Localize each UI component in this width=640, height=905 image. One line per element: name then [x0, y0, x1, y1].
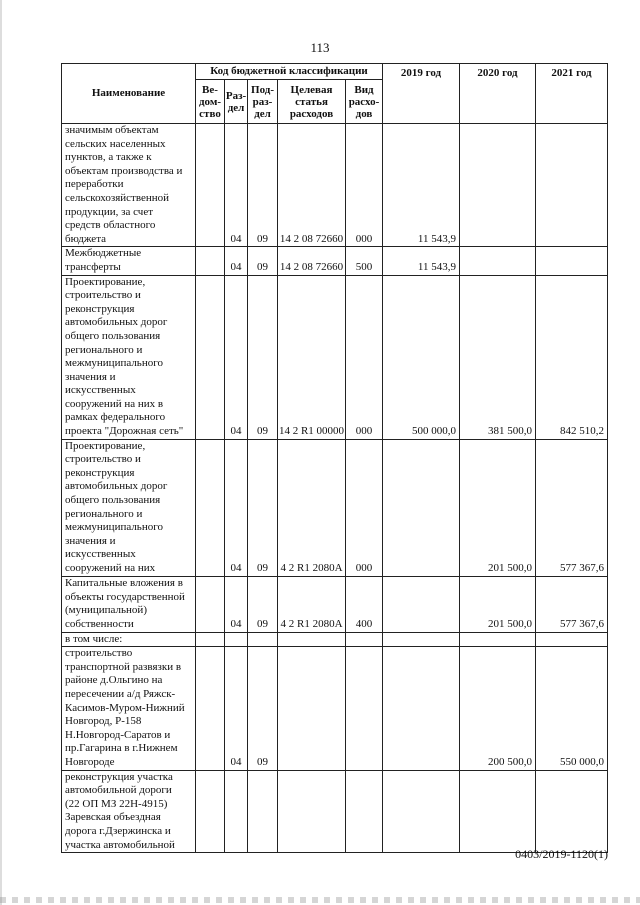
row-target: 14 2 08 72660 [278, 124, 346, 247]
row-2021 [536, 770, 608, 853]
row-razdel: 04 [225, 247, 248, 275]
row-2021: 550 000,0 [536, 647, 608, 770]
row-target [278, 647, 346, 770]
row-vid: 500 [346, 247, 383, 275]
table-row [62, 275, 608, 439]
row-2019 [383, 576, 460, 632]
row-target: 14 2 R1 00000 [278, 275, 346, 439]
row-vid: 000 [346, 124, 383, 247]
row-target: 4 2 R1 2080A [278, 576, 346, 632]
document-code: 0403/2019-1120(1) [515, 847, 608, 861]
row-ved [196, 275, 225, 439]
row-2021: 577 367,6 [536, 439, 608, 576]
row-2019 [383, 632, 460, 647]
row-vid: 400 [346, 576, 383, 632]
row-name: реконструкция участка автомобильной дороги (22 ОП МЗ 22Н-4915) Заревская объездная дорога г.Дзержинска и участка автомобильной [65, 770, 175, 851]
row-target [278, 770, 346, 853]
header-vid: Вид расхо- дов [346, 80, 383, 124]
row-podrazdel: 09 [248, 124, 278, 247]
row-2020: 200 500,0 [460, 647, 536, 770]
row-2020: 201 500,0 [460, 439, 536, 576]
row-target: 14 2 08 72660 [278, 247, 346, 275]
row-2019: 500 000,0 [383, 275, 460, 439]
row-razdel: 04 [225, 275, 248, 439]
row-name: Капитальные вложения в объекты государственной (муниципальной) собственности [65, 577, 185, 630]
row-ved [196, 632, 225, 647]
row-ved [196, 124, 225, 247]
table-row [62, 439, 608, 576]
row-ved [196, 770, 225, 853]
table-row [62, 124, 608, 247]
row-2020 [460, 632, 536, 647]
row-2019 [383, 770, 460, 853]
table-row [62, 632, 608, 647]
table-row [62, 576, 608, 632]
row-razdel: 04 [225, 576, 248, 632]
row-podrazdel: 09 [248, 247, 278, 275]
header-2020: 2020 год [460, 64, 536, 124]
row-vid: 000 [346, 439, 383, 576]
row-2019: 11 543,9 [383, 247, 460, 275]
row-razdel: 04 [225, 439, 248, 576]
row-2021: 577 367,6 [536, 576, 608, 632]
row-name: в том числе: [65, 632, 123, 645]
header-vedomstvo: Ве- дом- ство [196, 80, 225, 124]
header-razdel: Раз- дел [225, 80, 248, 124]
header-2021: 2021 год [536, 64, 608, 124]
row-name: Проектирование, строительство и реконструкция автомобильных дорог общего пользования регионального и межмуниципального значения и искусственных сооружений на них в рамках федерального проекта "Дорожная сеть" [65, 275, 184, 438]
row-2020 [460, 770, 536, 853]
row-podrazdel [248, 632, 278, 647]
row-podrazdel: 09 [248, 576, 278, 632]
table-row [62, 647, 608, 770]
page-number: 113 [310, 40, 330, 55]
row-target [278, 632, 346, 647]
row-ved [196, 576, 225, 632]
row-podrazdel [248, 770, 278, 853]
row-podrazdel: 09 [248, 275, 278, 439]
header-podrazdel: Под- раз- дел [248, 80, 278, 124]
row-ved [196, 439, 225, 576]
row-vid [346, 632, 383, 647]
row-ved [196, 247, 225, 275]
row-2021 [536, 632, 608, 647]
row-razdel: 04 [225, 124, 248, 247]
row-podrazdel: 09 [248, 439, 278, 576]
scan-bottom-edge [0, 897, 640, 903]
header-name: Наименование [62, 64, 196, 124]
row-2019 [383, 439, 460, 576]
row-razdel [225, 770, 248, 853]
scan-edge [0, 0, 2, 905]
row-2020 [460, 247, 536, 275]
row-vid: 000 [346, 275, 383, 439]
row-name: Межбюджетные трансферты [65, 247, 142, 273]
row-name: Проектирование, строительство и реконструкция автомобильных дорог общего пользования регионального и межмуниципального значения и искусственных сооружений на них [65, 439, 168, 574]
table-row [62, 770, 608, 853]
row-razdel: 04 [225, 647, 248, 770]
row-2019 [383, 647, 460, 770]
row-2021 [536, 247, 608, 275]
row-name: строительство транспортной развязки в районе д.Ольгино на пересечении а/д Ряжск- Касимов-Муром-Нижний Новгород, Р-158 Н.Новгород-Саратов и пр.Гагарина в г.Нижнем Новгороде [65, 647, 185, 768]
row-name: значимым объектам сельских населенных пунктов, а также к объектам производства и переработки сельскохозяйственной продукции, за счет средств областного бюджета [65, 124, 183, 245]
header-target: Целевая статья расходов [278, 80, 346, 124]
row-2020: 381 500,0 [460, 275, 536, 439]
row-podrazdel: 09 [248, 647, 278, 770]
budget-table [61, 63, 608, 853]
row-razdel [225, 632, 248, 647]
row-ved [196, 647, 225, 770]
row-2020: 201 500,0 [460, 576, 536, 632]
table-row [62, 247, 608, 275]
header-2019: 2019 год [383, 64, 460, 124]
header-budget-code: Код бюджетной классификации [196, 64, 383, 80]
row-2019: 11 543,9 [383, 124, 460, 247]
row-vid [346, 770, 383, 853]
row-2021: 842 510,2 [536, 275, 608, 439]
row-2021 [536, 124, 608, 247]
row-2020 [460, 124, 536, 247]
row-target: 4 2 R1 2080A [278, 439, 346, 576]
row-vid [346, 647, 383, 770]
